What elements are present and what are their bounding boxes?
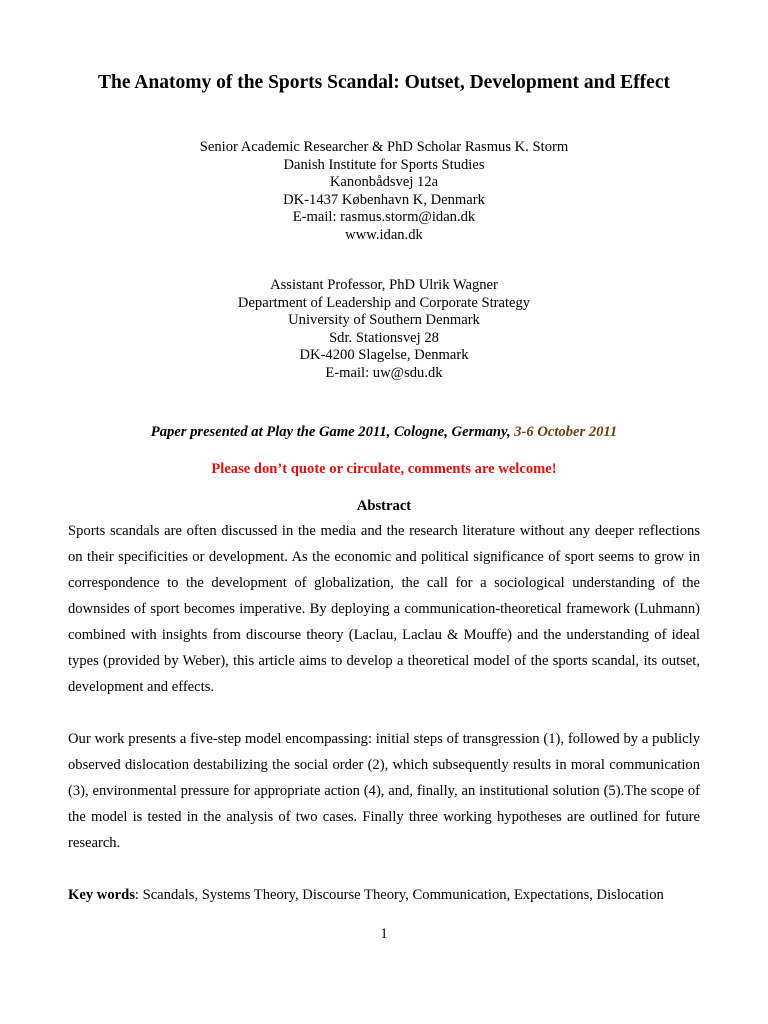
author-name-line: Senior Academic Researcher & PhD Scholar Rasmus K. Storm xyxy=(199,139,569,155)
abstract-heading: Abstract xyxy=(356,498,412,514)
author-department: Department of Leadership and Corporate Strategy xyxy=(237,294,531,311)
author-street: Sdr. Stationsvej 28 xyxy=(329,329,439,346)
presentation-venue: Paper presented at Play the Game 2011, Cologne, Germany, xyxy=(150,424,511,440)
paper-title: The Anatomy of the Sports Scandal: Outset, Development and Effect xyxy=(98,72,670,93)
keywords-label: Key words xyxy=(68,887,135,903)
author-city: DK-4200 Slagelse, Denmark xyxy=(299,347,469,364)
page-number: 1 xyxy=(380,926,388,942)
author-name-line: Assistant Professor, PhD Ulrik Wagner xyxy=(270,277,498,293)
disclaimer-note: Please don’t quote or circulate, comments are welcome! xyxy=(211,461,557,477)
author-block-wagner xyxy=(0,277,768,383)
author-email: E-mail: rasmus.storm@idan.dk xyxy=(292,209,476,226)
author-institution: University of Southern Denmark xyxy=(288,312,480,329)
author-city: DK-1437 København K, Denmark xyxy=(283,191,485,208)
keywords-line xyxy=(68,882,708,908)
keywords-list: : Scandals, Systems Theory, Discourse Theory, Communication, Expectations, Dislocation xyxy=(134,887,664,903)
presentation-date: 3-6 October 2011 xyxy=(514,424,618,440)
author-street: Kanonbådsvej 12a xyxy=(329,174,439,191)
presentation-note xyxy=(0,422,768,442)
author-institution: Danish Institute for Sports Studies xyxy=(283,156,485,173)
abstract-paragraph: Sports scandals are often discussed in the media and the research literature without any deeper reflections on their specificities or development. As the economic and political significance of sport seems to grow in correspondence to the development of globalization, the call for a sociological understanding of the downsides of sport becomes imperative. By deploying a communication-theoretical framework (Luhmann) combined with insights from discourse theory (Laclau, Laclau & Mouffe) and the understanding of ideal types (provided by Weber), this article aims to develop a theoretical model of the sports scandal, its outset, development and effects. xyxy=(68,523,700,695)
author-email: E-mail: uw@sdu.dk xyxy=(325,364,443,381)
author-website: www.idan.dk xyxy=(345,226,423,243)
abstract-paragraph: Our work presents a five-step model encompassing: initial steps of transgression (1), followed by a publicly observed dislocation destabilizing the social order (2), which subsequently results in moral communication (3), environmental pressure for appropriate action (4), and, finally, an institutional solution (5).The scope of the model is tested in the analysis of two cases. Finally three working hypotheses are outlined for future research. xyxy=(68,731,700,851)
author-block-storm xyxy=(0,139,768,245)
